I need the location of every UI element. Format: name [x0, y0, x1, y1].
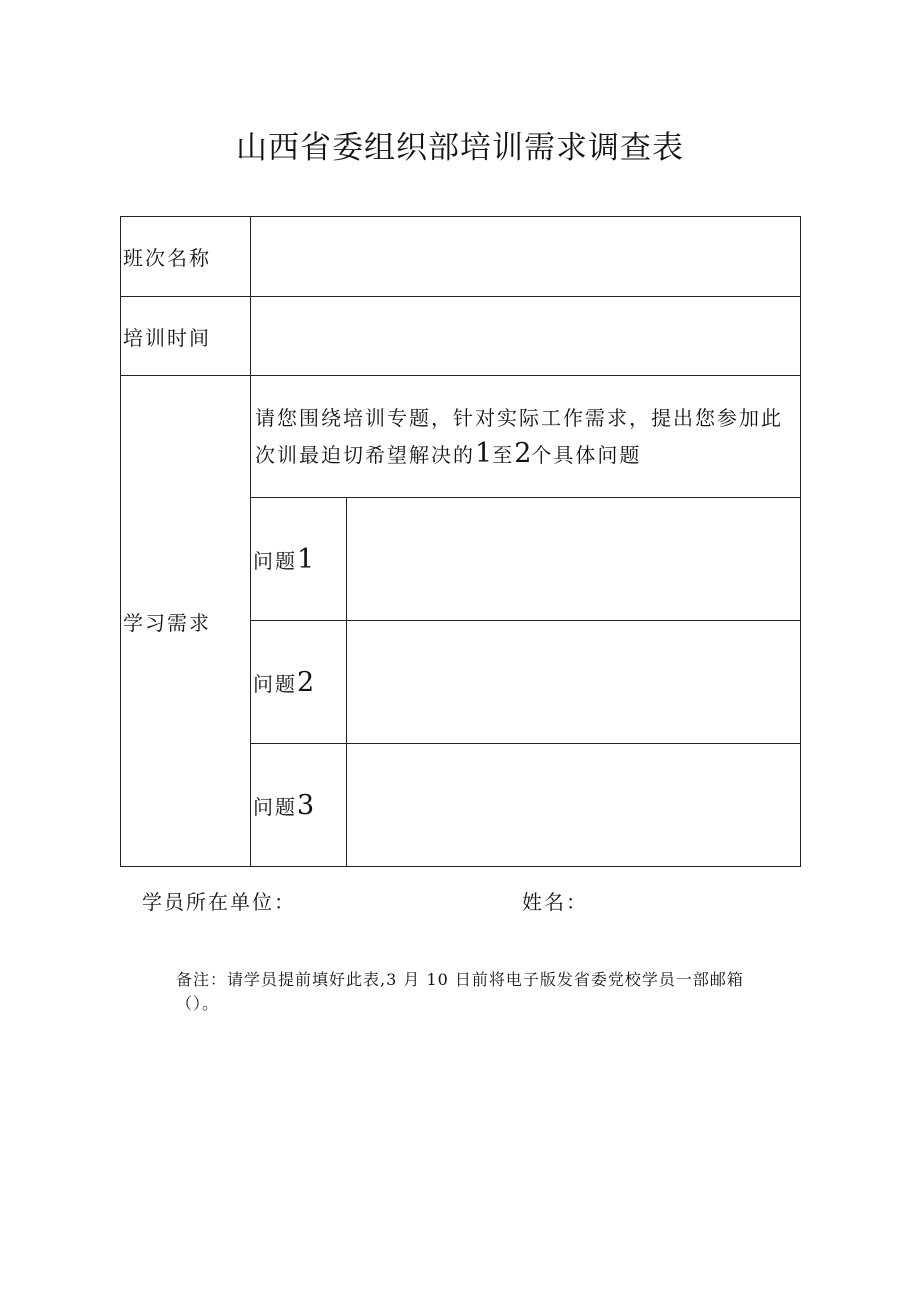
note-line-2: （）。	[176, 994, 220, 1013]
class-name-field[interactable]	[251, 217, 801, 297]
class-name-label: 班次名称	[121, 217, 251, 297]
learning-needs-prompt	[251, 376, 801, 498]
question-label-text: 问题	[253, 794, 297, 819]
question-1-field[interactable]	[347, 498, 801, 621]
question-2-label	[251, 621, 347, 744]
question-2-field[interactable]	[347, 621, 801, 744]
training-time-label: 培训时间	[121, 297, 251, 376]
note	[176, 968, 796, 1016]
learning-needs-prompt-row	[121, 376, 801, 498]
page-title: 山西省委组织部培训需求调查表	[236, 130, 684, 166]
prompt-number-1: 1	[475, 438, 493, 469]
question-3-field[interactable]	[347, 744, 801, 867]
question-label-text: 问题	[253, 548, 297, 573]
unit-label: 学员所在单位：	[142, 890, 296, 914]
question-number: 2	[297, 666, 315, 698]
prompt-text-part1: 请您围绕培训专题，针对实际工作需求，提出您参加此次训最迫切希望解决的	[255, 406, 783, 467]
class-name-row	[121, 217, 801, 297]
training-time-row	[121, 297, 801, 376]
prompt-number-2: 2	[514, 438, 532, 469]
training-time-field[interactable]	[251, 297, 801, 376]
prompt-text-mid: 至	[492, 443, 515, 467]
note-line-1: 备注：请学员提前填好此表,3 月 10 日前将电子版发省委党校学员一部邮箱	[176, 970, 744, 989]
question-number: 1	[297, 543, 315, 575]
question-label-text: 问题	[253, 671, 297, 696]
name-label: 姓名：	[522, 890, 588, 914]
question-1-label	[251, 498, 347, 621]
question-number: 3	[297, 789, 315, 821]
survey-form-table	[120, 216, 801, 867]
question-3-label	[251, 744, 347, 867]
prompt-text-part2: 个具体问题	[531, 443, 642, 467]
learning-needs-label: 学习需求	[121, 376, 251, 867]
